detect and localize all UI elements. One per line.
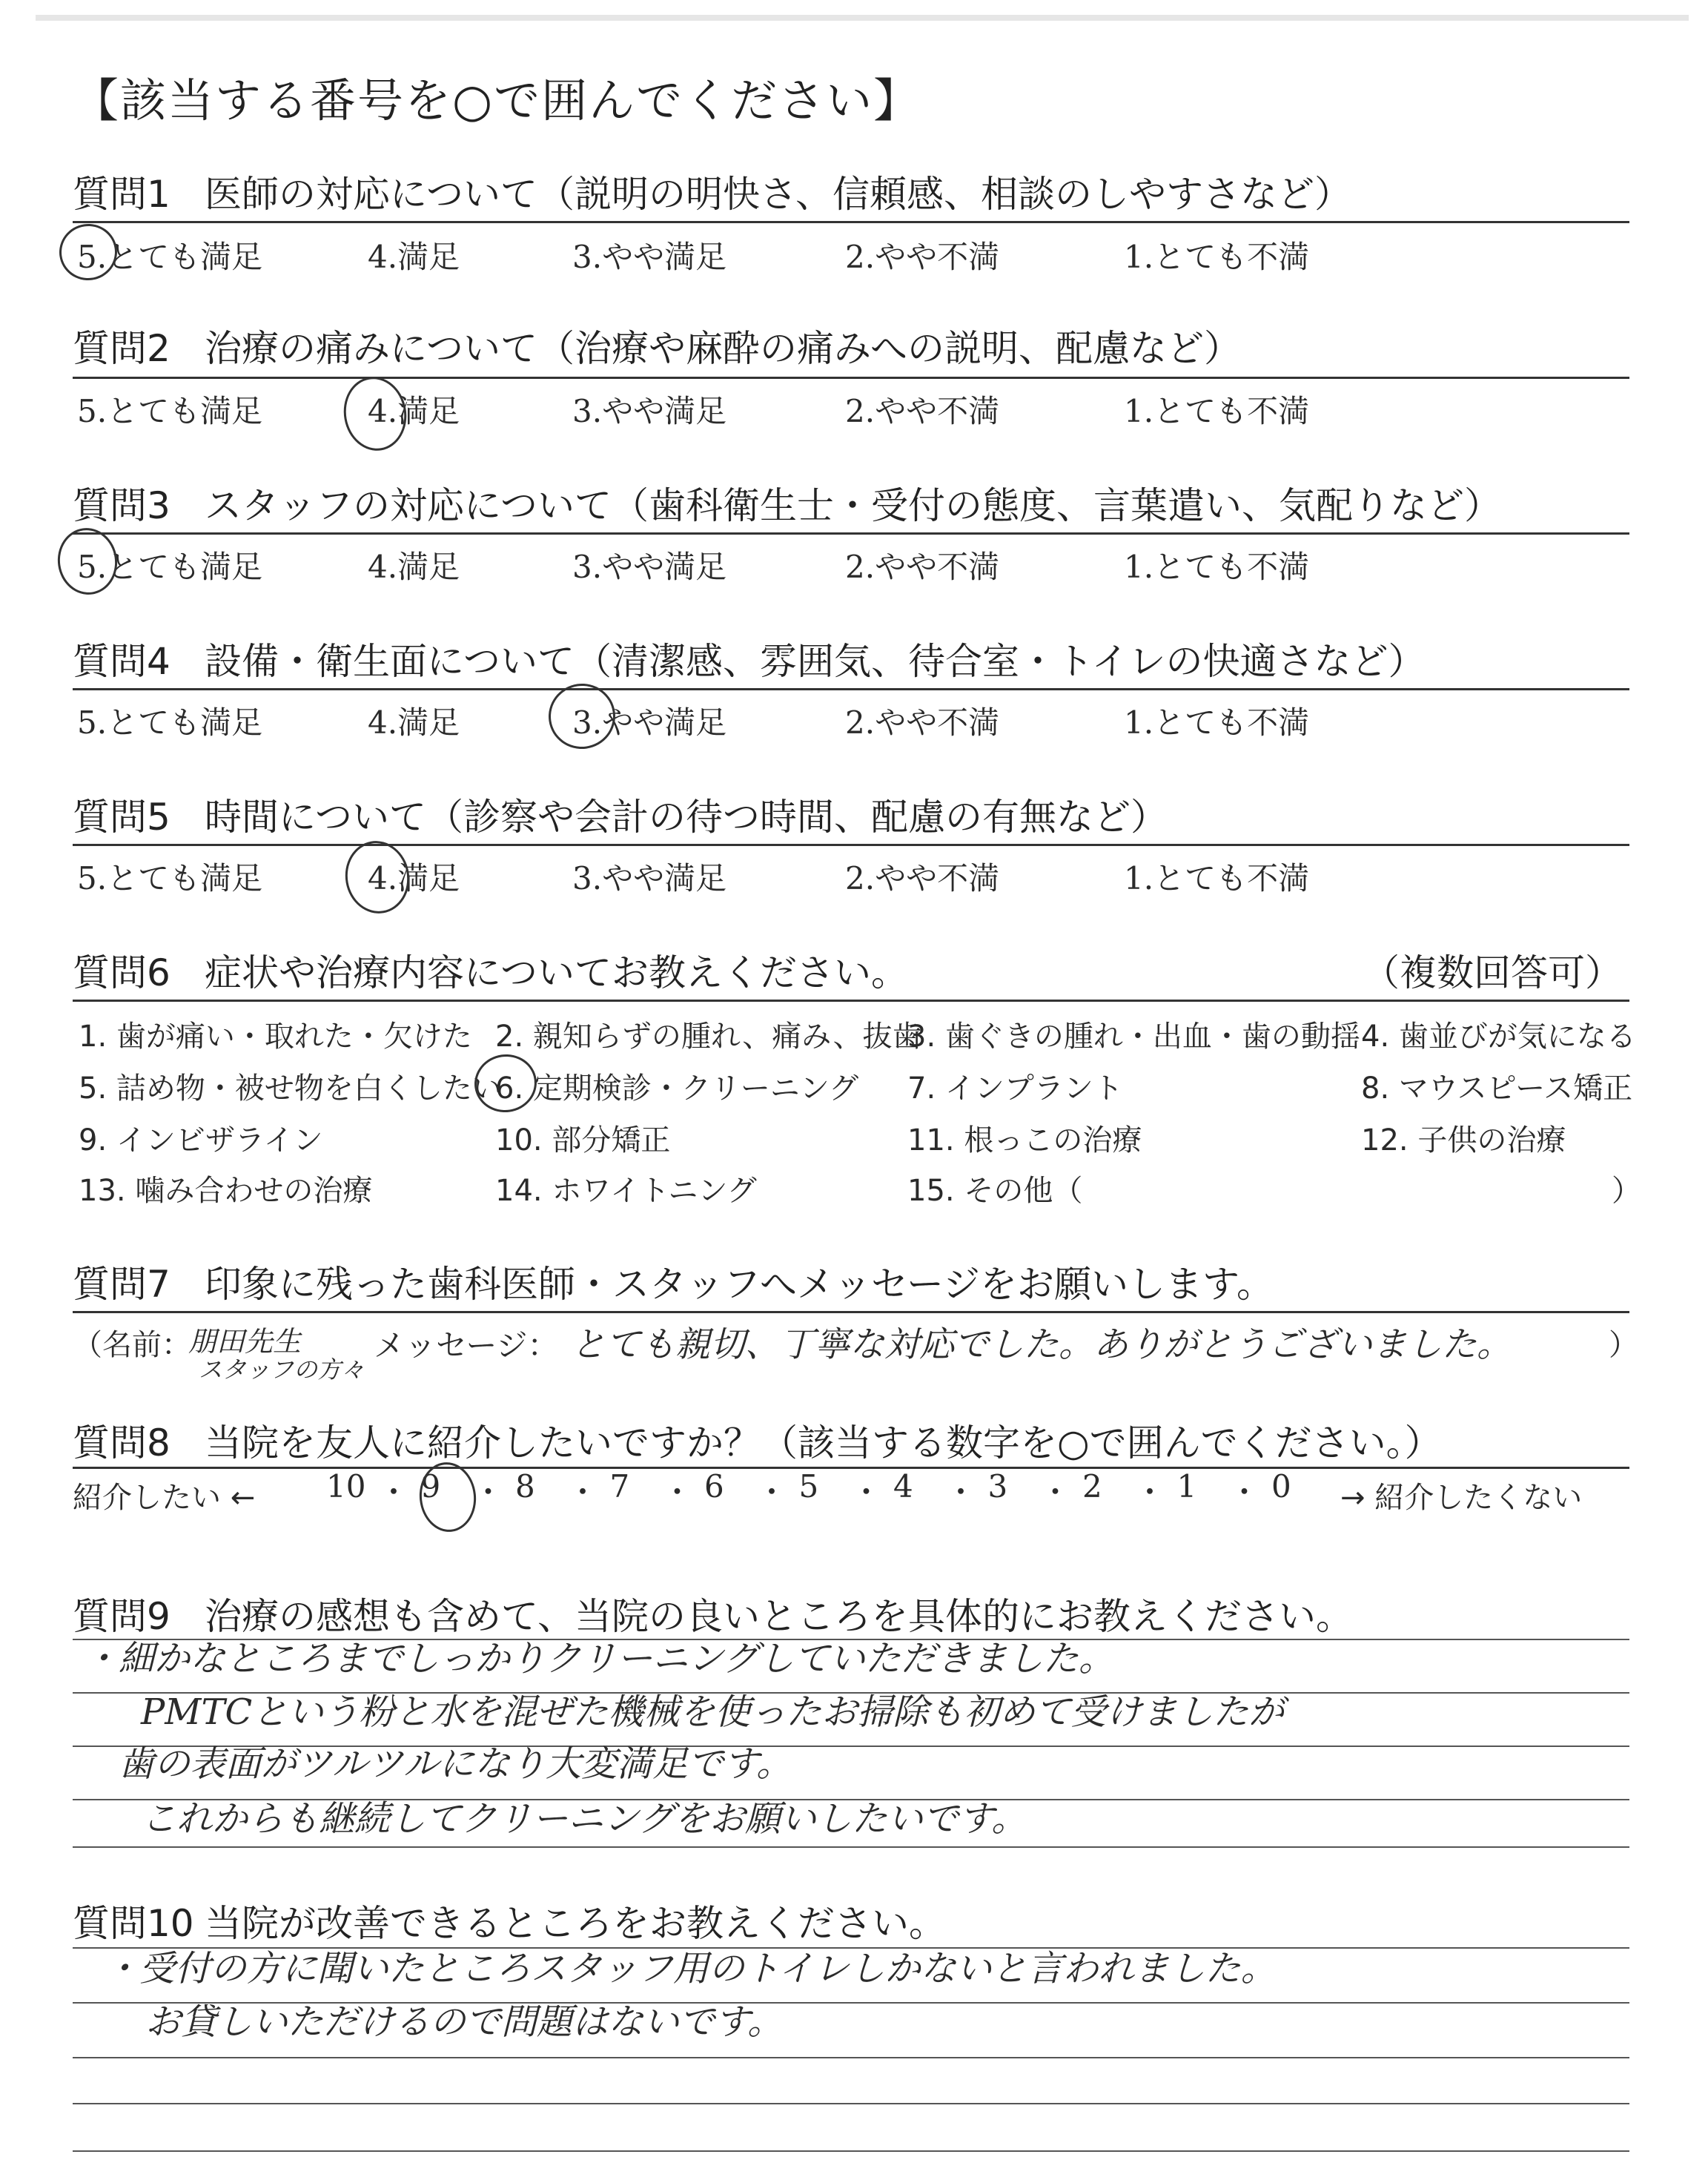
question-5-text: 時間について（診察や会計の待つ時間、配慮の有無など）	[205, 796, 1168, 839]
question-8-left-label: 紹介したい ←	[73, 1481, 256, 1515]
question-1-heading	[73, 165, 1351, 218]
question-5-option-4[interactable]: 4.満足	[368, 860, 460, 896]
question-5-option-5[interactable]: 5.とても満足	[77, 860, 263, 896]
question-5-rule	[73, 844, 1629, 846]
question-10-line-5	[73, 2150, 1629, 2152]
question-5-selection-circle	[340, 836, 415, 918]
question-3-option-3[interactable]: 3.やや満足	[572, 549, 727, 585]
question-5-option-1[interactable]: 1.とても不満	[1124, 860, 1310, 896]
question-2-text: 治療の痛みについて（治療や麻酔の痛みへの説明、配慮など）	[205, 327, 1241, 370]
question-9-line-5	[73, 1846, 1629, 1848]
question-4-option-1[interactable]: 1.とても不満	[1124, 704, 1310, 741]
question-1-option-1[interactable]: 1.とても不満	[1124, 239, 1310, 275]
question-8-scale-number-9[interactable]: 9	[420, 1468, 441, 1505]
question-7-message-label: メッセージ：	[374, 1327, 559, 1364]
question-9-answer-line-3: 歯の表面がツルツルになり大変満足です。	[119, 1743, 792, 1785]
question-6-option-12[interactable]: 12. 子供の治療	[1361, 1123, 1566, 1157]
question-8-scale-number-3[interactable]: 3	[987, 1468, 1008, 1505]
question-7-message-value: とても親切、丁寧な対応でした。ありがとうございました。	[571, 1324, 1512, 1365]
question-6-option-6[interactable]: 6. 定期検診・クリーニング	[495, 1071, 859, 1106]
question-7-name-line-1: 朋田先生	[188, 1325, 302, 1358]
question-6-option-8[interactable]: 8. マウスピース矯正	[1361, 1071, 1633, 1106]
question-3-heading	[73, 476, 1501, 529]
question-8-scale-number-0[interactable]: 0	[1271, 1468, 1291, 1505]
question-1-option-2[interactable]: 2.やや不満	[845, 239, 1000, 275]
question-6-option-14[interactable]: 14. ホワイトニング	[495, 1174, 757, 1208]
question-9-answer-line-2: PMTCという粉と水を混ぜた機械を使ったお掃除も初めて受けましたが	[141, 1691, 1285, 1733]
question-6-heading	[73, 943, 908, 997]
question-8-scale-separator: ・	[567, 1474, 599, 1510]
question-6-option-5[interactable]: 5. 詰め物・被せ物を白くしたい	[79, 1071, 502, 1106]
question-8-scale-separator: ・	[661, 1474, 693, 1510]
question-3-label: 質問3	[73, 484, 171, 527]
question-8-scale-separator: ・	[1228, 1474, 1260, 1510]
question-9-answer-line-4: これからも継続してクリーニングをお願いしたいです。	[141, 1798, 1027, 1840]
question-5-option-2[interactable]: 2.やや不満	[845, 860, 1000, 896]
question-2-label: 質問2	[73, 327, 171, 370]
question-6-option-7[interactable]: 7. インプラント	[907, 1071, 1123, 1106]
question-4-rule	[73, 688, 1629, 690]
question-10-line-4	[73, 2103, 1629, 2104]
scan-top-edge	[36, 15, 1689, 21]
question-8-scale-number-6[interactable]: 6	[704, 1468, 724, 1505]
question-10-answer-line-2: お貸しいただけるので問題はないです。	[145, 2001, 784, 2043]
question-6-option-13[interactable]: 13. 噛み合わせの治療	[79, 1174, 373, 1208]
question-8-heading	[73, 1413, 1442, 1467]
question-4-text: 設備・衛生面について（清潔感、雰囲気、待合室・トイレの快適さなど）	[205, 640, 1426, 683]
question-3-option-5[interactable]: 5.とても満足	[77, 549, 263, 585]
question-6-option-9[interactable]: 9. インビザライン	[79, 1123, 323, 1157]
question-7-text: 印象に残った歯科医師・スタッフへメッセージをお願いします。	[205, 1263, 1274, 1306]
question-3-text: スタッフの対応について（歯科衛生士・受付の態度、言葉遣い、気配りなど）	[205, 484, 1501, 527]
question-8-scale-number-1[interactable]: 1	[1176, 1468, 1197, 1505]
question-6-label: 質問6	[73, 951, 171, 994]
question-2-selection-circle	[338, 371, 412, 455]
question-3-option-2[interactable]: 2.やや不満	[845, 549, 1000, 585]
question-2-option-5[interactable]: 5.とても満足	[77, 393, 263, 429]
question-3-rule	[73, 532, 1629, 535]
question-2-heading	[73, 319, 1241, 372]
question-8-text: 当院を友人に紹介したいですか？（該当する数字を○で囲んでください。）	[205, 1421, 1442, 1464]
question-6-other-close-paren: ）	[1612, 1174, 1641, 1208]
question-8-label: 質問8	[73, 1421, 171, 1464]
question-5-option-3[interactable]: 3.やや満足	[572, 860, 727, 896]
question-6-option-11[interactable]: 11. 根っこの治療	[907, 1123, 1142, 1157]
question-5-label: 質問5	[73, 796, 171, 839]
question-10-label: 質問10	[73, 1902, 194, 1945]
question-8-scale-number-7[interactable]: 7	[609, 1468, 630, 1505]
question-6-multiple-note: （複数回答可）	[1363, 951, 1622, 994]
question-10-text: 当院が改善できるところをお教えください。	[205, 1902, 946, 1945]
question-1-text: 医師の対応について（説明の明快さ、信頼感、相談のしやすさなど）	[205, 173, 1351, 216]
question-4-option-4[interactable]: 4.満足	[368, 704, 460, 741]
question-9-answer-line-1: ・細かなところまでしっかりクリーニングしていただきました。	[83, 1638, 1115, 1680]
question-7-heading	[73, 1255, 1274, 1308]
question-6-option-2[interactable]: 2. 親知らずの腫れ、痛み、抜歯	[495, 1020, 922, 1054]
question-6-option-3[interactable]: 3. 歯ぐきの腫れ・出血・歯の動揺	[907, 1020, 1360, 1054]
question-8-scale-number-10[interactable]: 10	[326, 1468, 366, 1505]
question-8-scale-separator: ・	[945, 1474, 977, 1510]
question-3-option-1[interactable]: 1.とても不満	[1124, 549, 1310, 585]
question-8-scale-number-4[interactable]: 4	[893, 1468, 913, 1505]
question-7-name-line-2: スタッフの方々	[199, 1355, 365, 1384]
question-8-scale-number-8[interactable]: 8	[515, 1468, 535, 1505]
question-4-option-3[interactable]: 3.やや満足	[572, 704, 727, 741]
question-7-label: 質問7	[73, 1263, 171, 1306]
question-8-scale-separator: ・	[850, 1474, 882, 1510]
question-9-text: 治療の感想も含めて、当院の良いところを具体的にお教えください。	[205, 1595, 1353, 1638]
question-8-scale-separator: ・	[378, 1474, 410, 1510]
question-6-option-4[interactable]: 4. 歯並びが気になる	[1361, 1020, 1636, 1054]
question-8-scale-number-5[interactable]: 5	[798, 1468, 819, 1505]
question-10-answer-line-1: ・受付の方に聞いたところスタッフ用のトイレしかないと言われました。	[104, 1948, 1277, 1989]
question-2-option-4[interactable]: 4.満足	[368, 393, 460, 429]
question-3-selection-circle	[53, 524, 122, 598]
question-2-option-1[interactable]: 1.とても不満	[1124, 393, 1310, 429]
question-1-rule	[73, 221, 1629, 223]
question-2-option-3[interactable]: 3.やや満足	[572, 393, 727, 429]
question-4-heading	[73, 632, 1426, 685]
question-6-option-10[interactable]: 10. 部分矯正	[495, 1123, 671, 1157]
question-7-close-paren: ）	[1609, 1328, 1638, 1362]
question-8-scale-separator: ・	[1134, 1474, 1166, 1510]
question-3-option-4[interactable]: 4.満足	[368, 549, 460, 585]
page-title: 【該当する番号を○で囲んでください】	[73, 73, 921, 128]
question-1-option-3[interactable]: 3.やや満足	[572, 239, 727, 275]
question-4-label: 質問4	[73, 640, 171, 683]
question-6-option-15[interactable]: 15. その他（	[907, 1174, 1083, 1208]
question-7-rule	[73, 1311, 1629, 1313]
question-5-heading	[73, 787, 1168, 841]
question-6-rule	[73, 1000, 1629, 1002]
question-4-option-5[interactable]: 5.とても満足	[77, 704, 263, 741]
question-8-right-label: → 紹介したくない	[1340, 1481, 1583, 1515]
question-10-line-3	[73, 2057, 1629, 2058]
question-7-name-label: （名前：	[73, 1328, 191, 1362]
question-8-scale-separator: ・	[1039, 1474, 1071, 1510]
question-4-option-2[interactable]: 2.やや不満	[845, 704, 1000, 741]
question-2-rule	[73, 377, 1629, 379]
question-8-scale-number-2[interactable]: 2	[1082, 1468, 1102, 1505]
question-8-scale-separator: ・	[472, 1474, 504, 1510]
question-6-text: 症状や治療内容についてお教えください。	[205, 951, 908, 994]
question-1-label: 質問1	[73, 173, 171, 216]
question-9-label: 質問9	[73, 1595, 171, 1638]
question-2-option-2[interactable]: 2.やや不満	[845, 393, 1000, 429]
question-8-scale-separator: ・	[756, 1474, 788, 1510]
question-6-option-1[interactable]: 1. 歯が痛い・取れた・欠けた	[79, 1020, 472, 1054]
question-1-option-5[interactable]: 5.とても満足	[77, 239, 263, 275]
question-1-option-4[interactable]: 4.満足	[368, 239, 460, 275]
